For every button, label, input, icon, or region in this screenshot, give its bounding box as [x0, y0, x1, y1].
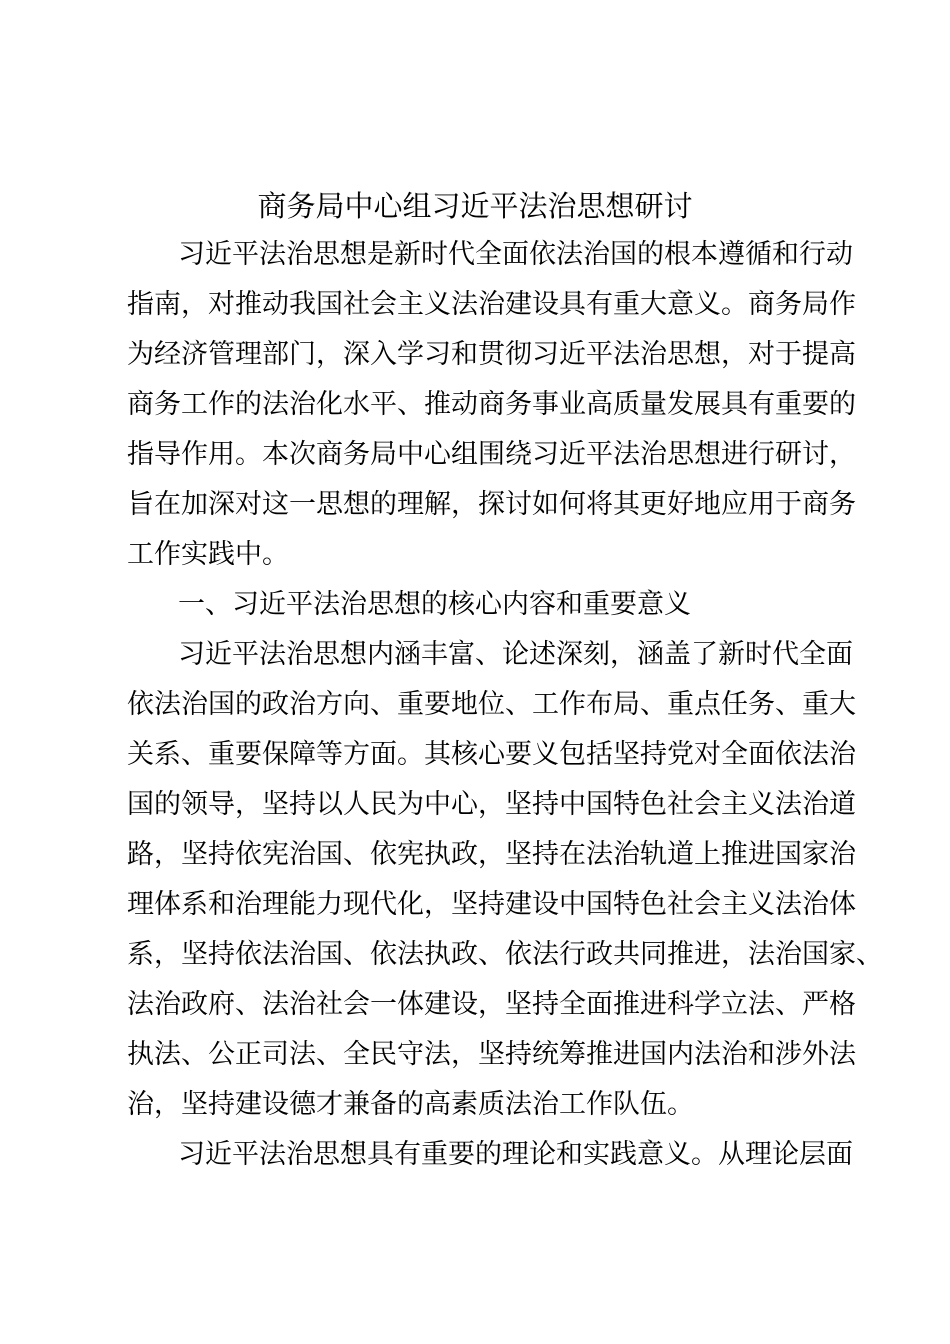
- paragraph-line: 指导作用。本次商务局中心组围绕习近平法治思想进行研讨，: [127, 439, 856, 470]
- paragraph-line: 执法、公正司法、全民守法，坚持统筹推进国内法治和涉外法: [127, 1039, 856, 1070]
- paragraph-line: 法治政府、法治社会一体建设，坚持全面推进科学立法、严格: [127, 989, 856, 1020]
- paragraph-line: 理体系和治理能力现代化，坚持建设中国特色社会主义法治体: [127, 889, 856, 920]
- paragraph-line: 依法治国的政治方向、重要地位、工作布局、重点任务、重大: [127, 689, 856, 720]
- paragraph-line: 习近平法治思想是新时代全面依法治国的根本遵循和行动: [178, 239, 853, 270]
- document-title: 商务局中心组习近平法治思想研讨: [257, 189, 693, 223]
- paragraph-line: 治，坚持建设德才兼备的高素质法治工作队伍。: [127, 1089, 694, 1120]
- paragraph-line: 商务工作的法治化水平、推动商务事业高质量发展具有重要的: [127, 389, 856, 420]
- paragraph-line: 工作实践中。: [127, 539, 289, 570]
- paragraph-line: 关系、重要保障等方面。其核心要义包括坚持党对全面依法治: [127, 739, 856, 770]
- paragraph-line: 系，坚持依法治国、依法执政、依法行政共同推进，法治国家、: [127, 939, 883, 970]
- paragraph-line: 指南，对推动我国社会主义法治建设具有重大意义。商务局作: [127, 289, 856, 320]
- paragraph-line: 路，坚持依宪治国、依宪执政，坚持在法治轨道上推进国家治: [127, 839, 856, 870]
- paragraph-line: 习近平法治思想具有重要的理论和实践意义。从理论层面: [178, 1139, 853, 1170]
- paragraph-line: 为经济管理部门，深入学习和贯彻习近平法治思想，对于提高: [127, 339, 856, 370]
- section-heading: 一、习近平法治思想的核心内容和重要意义: [178, 589, 691, 620]
- paragraph-line: 国的领导，坚持以人民为中心，坚持中国特色社会主义法治道: [127, 789, 856, 820]
- paragraph-line: 习近平法治思想内涵丰富、论述深刻，涵盖了新时代全面: [178, 639, 853, 670]
- paragraph-line: 旨在加深对这一思想的理解，探讨如何将其更好地应用于商务: [127, 489, 856, 520]
